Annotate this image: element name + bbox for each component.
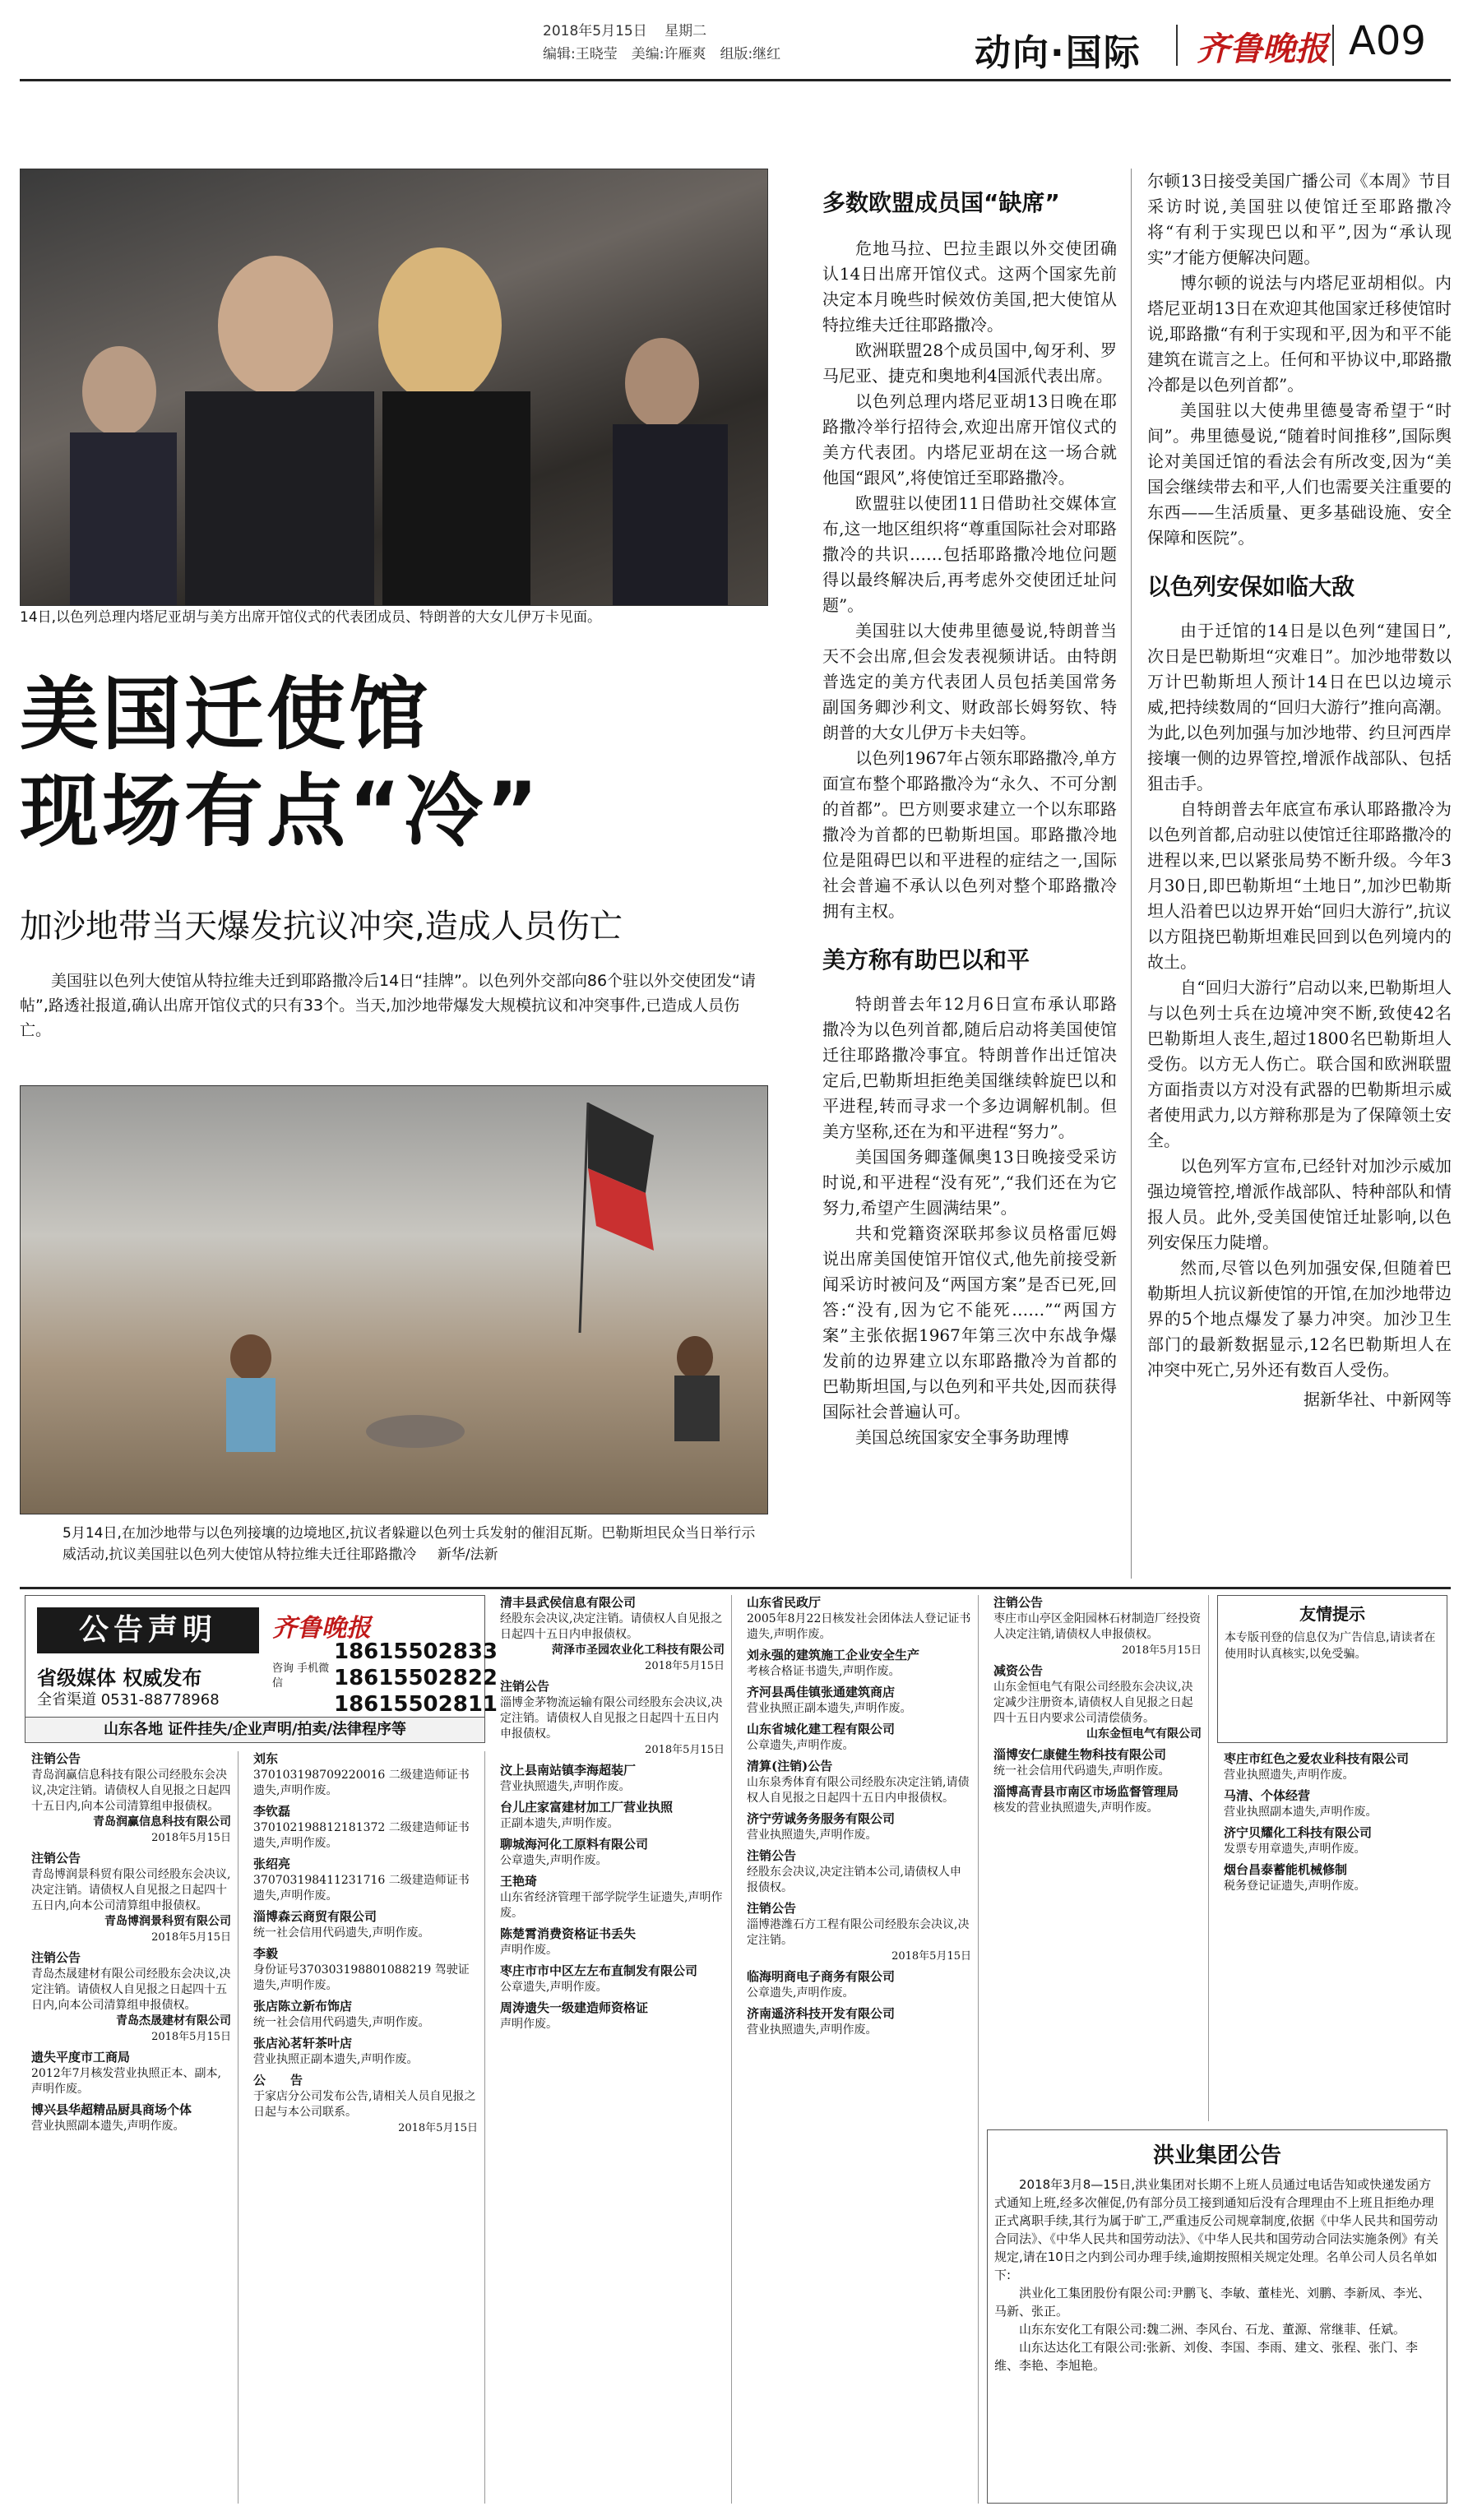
subheadline: 加沙地带当天爆发抗议冲突,造成人员伤亡: [20, 908, 623, 946]
notice-title: 李钦磊: [253, 1804, 291, 1819]
notice-title: 李毅: [253, 1946, 279, 1961]
notice-title: 齐河县禹佳镇张通建筑商店: [747, 1685, 896, 1699]
section3-heading: 以色列安保如临大敌: [1147, 573, 1355, 600]
lead-paragraph: 美国驻以色列大使馆从特拉维夫迁到耶路撒冷后14日“挂牌”。以色列外交部向86个驻以外交使团发“请帖”,路透社报道,确认出席开馆仪式的只有33个。当天,加沙地带爆发大规模抗议和冲突事件,已造成人员伤亡。: [20, 972, 756, 1039]
notice-body: 青岛润赢信息科技有限公司经股东会决议,决定注销。请债权人自见报之日起四十五日内,向本公司清算组申报债权。: [31, 1769, 231, 1813]
photo-placeholder: [21, 169, 767, 605]
editor-credits: 编辑:王晓莹 美编:许雁爽 组版:继红: [543, 46, 781, 62]
ad-notice: [1224, 1825, 1441, 1857]
notice-body: 营业执照遗失,声明作废。: [500, 1780, 631, 1793]
notice-body: 声明作废。: [500, 2018, 558, 2031]
section2-heading: 美方称有助巴以和平: [822, 946, 1030, 973]
tips-text: 本专版刊登的信息仅为广告信息,请读者在使用时认真核实,以免受骗。: [1225, 1631, 1436, 1661]
ads-column-1: [25, 1751, 238, 2504]
notice-body: 营业执照正副本遗失,声明作废。: [253, 2053, 419, 2066]
photo1-caption: 14日,以色列总理内塔尼亚胡与美方出席开馆仪式的代表团成员、特朗普的大女儿伊万卡见面。: [20, 609, 602, 626]
ad-notice: [253, 1999, 478, 2031]
main-headline: [20, 666, 776, 860]
notice-title: 淄博森云商贸有限公司: [253, 1909, 377, 1924]
notice-body: 公章遗失,声明作废。: [500, 1981, 608, 1994]
notice-footer: 青岛杰晟建材有限公司: [116, 2014, 231, 2028]
headline-line1: 美国迁使馆: [20, 668, 431, 761]
notice-title: 济宁劳诚务务服务有限公司: [747, 1811, 896, 1826]
ad-notice: [747, 1848, 971, 1896]
notice-body: 营业执照遗失,声明作废。: [747, 2023, 878, 2037]
notice-footer: 青岛博润景科贸有限公司: [104, 1915, 231, 1928]
notice-body: 营业执照遗失,声明作废。: [747, 1829, 878, 1842]
notice-footer: 青岛润赢信息科技有限公司: [93, 1815, 231, 1829]
article-paragraph: 欧盟驻以使团11日借助社交媒体宣布,这一地区组织将“尊重国际社会对耶路撒冷的共识……包括耶路撒冷地位问题得以最终解决后,再考虑外交使团迁址问题”。: [822, 493, 1117, 615]
notice-title: 淄博高青县市南区市场监督管理局: [993, 1784, 1179, 1799]
article-paragraph: 尔顿13日接受美国广播公司《本周》节目采访时说,美国驻以使馆迁至耶路撒冷将“有利于实现巴以和平”,因为“承认现实”才能方便解决问题。: [1147, 171, 1452, 267]
notice-body: 青岛博润景科贸有限公司经股东会决议,决定注销。请债权人自见报之日起四十五日内,向本公司清算组申报债权。: [31, 1868, 231, 1912]
notice-title: 济宁贝耀化工科技有限公司: [1224, 1825, 1373, 1840]
ad-notice: [253, 1909, 478, 1941]
ads-phone-label: 咨询 手机微信: [272, 1662, 330, 1690]
notice-body: 声明作废。: [500, 1944, 558, 1957]
notice-date: 2018年5月15日: [645, 1744, 725, 1756]
ad-notice: [1224, 1751, 1441, 1783]
section1-heading: 多数欧盟成员国“缺席”: [822, 189, 1060, 216]
ad-notice: [31, 2102, 231, 2134]
notice-body: 山东泉秀体育有限公司经股东决定注销,请债权人自见报之日起四十五日内申报债权。: [747, 1776, 970, 1805]
notice-body: 370102198812181372 二级建造师证书遗失,声明作废。: [253, 1821, 470, 1850]
article-paragraph: 共和党籍资深联邦参议员格雷厄姆说出席美国使馆开馆仪式,他先前接受新闻采访时被问及“两国方案”是否已死,回答:“没有,因为它不能死……”“两国方案”主张依据1967年第三次中东战争爆发前的边界建立以东耶路撒冷为首都的巴勒斯坦国,与以色列和平共处,因而获得国际社会普遍认可。: [822, 1223, 1117, 1422]
issue-weekday: 星期二: [665, 23, 707, 39]
ads-slogan1: 省级媒体 权威发布: [37, 1667, 202, 1690]
notice-title: 淄博安仁康健生物科技有限公司: [993, 1747, 1167, 1762]
notice-body: 山东金恒电气有限公司经股东会决议,决定减少注册资本,请债权人自见报之日起四十五日内要求公司清偿债务。: [993, 1681, 1193, 1725]
ad-notice: [747, 1722, 971, 1754]
ad-notice: [253, 2036, 478, 2068]
notice-title: 聊城海河化工原料有限公司: [500, 1837, 649, 1852]
notice-title: 马清、个体经营: [1224, 1788, 1311, 1803]
headline-line2: 现场有点“冷”: [20, 765, 542, 858]
notice-footer: 山东金恒电气有限公司: [1086, 1727, 1202, 1741]
notice-body: 营业执照副本遗失,声明作废。: [1224, 1806, 1378, 1819]
ad-notice: [31, 1751, 231, 1846]
tips-title: 友情提示: [1299, 1604, 1365, 1624]
ad-notice: [31, 2050, 231, 2097]
notice-body: 公章遗失,声明作废。: [500, 1854, 608, 1867]
ads-logo: 齐鲁晚报: [272, 1614, 371, 1643]
notice-body: 营业执照正副本遗失,声明作废。: [747, 1702, 912, 1715]
newspaper-logo: 齐鲁晚报: [1197, 30, 1328, 68]
notice-title: 刘东: [253, 1751, 279, 1766]
notice-body: 淄博金茅物流运输有限公司经股东会决议,决定注销。请债权人自见报之日起四十五日内申报债权。: [500, 1696, 723, 1741]
notice-title: 王艳琦: [500, 1874, 538, 1889]
notice-title: 注销公告: [500, 1679, 550, 1694]
ads-phone: 18615502811: [334, 1692, 498, 1717]
notice-title: 张店沁茗轩茶叶店: [253, 2036, 353, 2051]
notice-body: 统一社会信用代码遗失,声明作废。: [993, 1764, 1170, 1778]
ad-notice: [31, 1851, 231, 1945]
header-rule: [20, 79, 1451, 81]
hongye-title: 洪业集团公告: [1152, 2143, 1281, 2168]
notice-body: 2012年7月核发营业执照正本、副本,声明作废。: [31, 2067, 221, 2096]
article-paragraph: 美国驻以大使弗里德曼寄希望于“时间”。弗里德曼说,“随着时间推移”,国际舆论对美国迁馆的看法会有所改变,因为“美国会继续带去和平,人们也需要关注重要的东西——生活质量、更多基础设施、安全保障和医院”。: [1147, 400, 1452, 548]
header-info: [543, 20, 780, 66]
ad-notice: [253, 1804, 478, 1852]
issue-date: 2018年5月15日: [543, 23, 647, 39]
ad-notice: [1224, 1788, 1441, 1820]
notice-title: 台儿庄家富建材加工厂营业执照: [500, 1800, 674, 1815]
ad-notice: [500, 1874, 725, 1921]
ad-notice: [500, 2000, 725, 2032]
ad-notice: [500, 1679, 725, 1758]
article-column-3: [1147, 169, 1452, 1410]
notice-title: 注销公告: [993, 1595, 1044, 1610]
notice-body: 2005年8月22日核发社会团体法人登记证书遗失,声明作废。: [747, 1612, 971, 1641]
header-divider: [1332, 25, 1334, 66]
notice-body: 考核合格证书遗失,声明作废。: [747, 1665, 901, 1678]
page-number: A09: [1349, 18, 1426, 64]
ad-notice: [253, 1856, 478, 1904]
notice-title: 注销公告: [31, 1950, 81, 1965]
hongye-paragraph: 2018年3月8—15日,洪业集团对长期不上班人员通过电话告知或快递发函方式通知上班,经多次催促,仍有部分员工接到通知后没有合理理由不上班且拒绝办理正式离职手续,其行为属于旷工,严重违反公司规章制度,依据《中华人民共和国劳动合同法》、《中华人民共和国劳动法》、《中华人民共和国劳动合同法实施条例》有关规定,请在10日之内到公司办理手续,逾期按照相关规定处理。名单公司人员名单如下:: [994, 2177, 1439, 2282]
notice-body: 核发的营业执照遗失,声明作废。: [993, 1801, 1159, 1815]
article-paragraph: 危地马拉、巴拉圭跟以外交使团确认14日出席开馆仪式。这两个国家先前决定本月晚些时候效仿美国,把大使馆从特拉维夫迁往耶路撒冷。: [822, 238, 1117, 335]
column-divider: [1131, 169, 1132, 1579]
notice-footer: 菏泽市圣园农业化工科技有限公司: [552, 1644, 725, 1657]
notice-date: 2018年5月15日: [151, 1931, 231, 1944]
photo2-caption-text: 5月14日,在加沙地带与以色列接壤的边境地区,抗议者躲避以色列士兵发射的催泪瓦斯。巴勒斯坦民众当日举行示威活动,抗议美国驻以色列大使馆从特拉维夫迁往耶路撒冷: [63, 1525, 756, 1563]
article-paragraph: 以色列1967年占领东耶路撒冷,单方面宣布整个耶路撒冷为“永久、不可分割的首都”。巴方则要求建立一个以东耶路撒冷为首都的巴勒斯坦国。耶路撒冷地位是阻碍巴以和平进程的症结之一,国际社会普遍不承认以色列对整个耶路撒冷拥有主权。: [822, 748, 1117, 921]
article-paragraph: 美国总统国家安全事务助理博: [855, 1427, 1069, 1447]
article-paragraph: 由于迁馆的14日是以色列“建国日”,次日是巴勒斯坦“灾难日”。加沙地带数以万计巴勒斯坦人预计14日在巴以边境示威,把持续数周的“回归大游行”推向高潮。为此,以色列加强与加沙地带、约旦河西岸接壤一侧的边界管控,增派作战部队、包括狙击手。: [1147, 621, 1452, 793]
notice-title: 注销公告: [31, 1851, 81, 1866]
notice-body: 淄博港潍石方工程有限公司经股东会决议,决定注销。: [747, 1918, 970, 1947]
article-paragraph: 特朗普去年12月6日宣布承认耶路撒冷为以色列首都,随后启动将美国使馆迁往耶路撒冷事宜。特朗普作出迁馆决定后,巴勒斯坦拒绝美国继续斡旋巴以和平进程,转而寻求一个多边调解机制。但美方坚称,还在为和平进程“努力”。: [822, 994, 1117, 1141]
notice-body: 统一社会信用代码遗失,声明作废。: [253, 2016, 430, 2029]
ad-notice: [253, 1946, 478, 1994]
notice-title: 山东省民政厅: [747, 1595, 822, 1610]
notice-body: 经股东会决议,决定注销。请债权人自见报之日起四十五日内申报债权。: [500, 1612, 723, 1641]
notice-date: 2018年5月15日: [151, 1832, 231, 1844]
notice-title: 注销公告: [31, 1751, 81, 1766]
photo-netanyahu-ivanka: [20, 169, 768, 606]
ad-notice: [747, 1901, 971, 1964]
notice-body: 370703198411231716 二级建造师证书遗失,声明作废。: [253, 1874, 470, 1903]
ad-notice: [500, 1963, 725, 1995]
ad-notice: [500, 1763, 725, 1795]
notice-title: 枣庄市市中区左左布直制发有限公司: [500, 1963, 698, 1978]
notice-title: 陈楚霄消费资格证书丢失: [500, 1926, 637, 1941]
notice-body: 经股东会决议,决定注销本公司,请债权人申报债权。: [747, 1866, 961, 1894]
notice-title: 周涛遗失一级建造师资格证: [500, 2000, 649, 2015]
ad-notice: [747, 1685, 971, 1717]
ads-title: 公告声明: [37, 1607, 259, 1653]
ad-notice: [500, 1837, 725, 1869]
ad-notice: [31, 1950, 231, 2045]
ads-column-4: [740, 1595, 979, 2504]
notice-date: 2018年5月15日: [151, 2031, 231, 2043]
notice-body: 山东省经济管理干部学院学生证遗失,声明作废。: [500, 1891, 723, 1920]
notice-body: 营业执照遗失,声明作废。: [1224, 1769, 1355, 1782]
notice-title: 山东省城化建工程有限公司: [747, 1722, 896, 1736]
section-title: 动向·国际: [975, 32, 1142, 74]
notice-date: 2018年5月15日: [645, 1660, 725, 1672]
ad-notice: [253, 1751, 478, 1799]
notice-body: 公章遗失,声明作废。: [747, 1739, 854, 1752]
article-paragraph: 自“回归大游行”启动以来,巴勒斯坦人与以色列士兵在边境冲突不断,致使42名巴勒斯坦人丧生,超过1800名巴勒斯坦人受伤。以方无人伤亡。联合国和欧洲联盟方面指责以方对没有武器的巴勒斯坦示威者使用武力,以方辩称那是为了保障领土安全。: [1147, 978, 1452, 1150]
ad-notice: [993, 1784, 1202, 1816]
photo2-caption: [63, 1523, 766, 1565]
hongye-paragraph: 山东东安化工有限公司:魏二洲、李风台、石龙、董源、常继菲、任斌。: [1019, 2322, 1406, 2337]
hongye-paragraph: 山东达达化工有限公司:张新、刘俊、李国、李雨、建文、张程、张门、李维、李艳、李旭艳。: [994, 2340, 1419, 2373]
article-paragraph: 然而,尽管以色列加强安保,但随着巴勒斯坦人抗议新使馆的开馆,在加沙地带边界的5个地点爆发了暴力冲突。加沙卫生部门的最新数据显示,12名巴勒斯坦人在冲突中死亡,另外还有数百人受伤。: [1147, 1258, 1452, 1380]
ads-column-6: [1217, 1751, 1447, 2121]
ads-column-3: [493, 1595, 732, 2504]
article-paragraph: 以色列军方宣布,已经针对加沙示威加强边境管控,增派作战部队、特种部队和情报人员。此外,受美国使馆迁址影响,以色列安保压力陡增。: [1147, 1156, 1452, 1252]
ads-slogan3: 山东各地 证件挂失/企业声明/拍卖/法律程序等: [25, 1717, 484, 1742]
photo2-credit: 新华/法新: [437, 1547, 498, 1563]
photo-gaza-protest: [20, 1085, 768, 1514]
ads-slogan2: 全省渠道 0531-88778968: [37, 1691, 220, 1709]
notice-body: 发票专用章遗失,声明作废。: [1224, 1843, 1366, 1856]
notice-body: 身份证号370303198801088219 驾驶证遗失,声明作废。: [253, 1963, 470, 1992]
hongye-paragraph: 洪业化工集团股份有限公司:尹鹏飞、李敏、董桂光、刘鹏、李新凤、李光、马新、张正。: [994, 2286, 1431, 2319]
ad-notice: [993, 1663, 1202, 1742]
notice-date: 2018年5月15日: [891, 1950, 971, 1963]
ads-column-2: [247, 1751, 485, 2504]
notice-title: 济南遥济科技开发有限公司: [747, 2006, 896, 2021]
notice-title: 遗失平度市工商局: [31, 2050, 131, 2065]
ads-phone: 18615502822: [334, 1666, 498, 1690]
notice-title: 烟台昌泰蓄能机械修制: [1224, 1862, 1348, 1877]
notice-title: 减资公告: [993, 1663, 1044, 1678]
hongye-notice: [987, 2129, 1447, 2504]
article-paragraph: 博尔顿的说法与内塔尼亚胡相似。内塔尼亚胡13日在欢迎其他国家迁移使馆时说,耶路撒“有利于实现和平,因为和平不能建筑在谎言之上。任何和平协议中,耶路撒冷都是以色列首都”。: [1147, 273, 1452, 395]
article-paragraph: 美国驻以大使弗里德曼说,特朗普当天不会出席,但会发表视频讲话。由特朗普选定的美方代表团人员包括美国常务副国务卿沙利文、财政部长姆努钦、特朗普的大女儿伊万卡夫妇等。: [822, 621, 1117, 742]
ad-notice: [253, 2073, 478, 2136]
ads-phone-list: [334, 1639, 498, 1718]
notice-title: 注销公告: [747, 1901, 797, 1916]
article-paragraph: 美国国务卿蓬佩奥13日晚接受采访时说,和平进程“没有死”,“我们还在为它努力,希望产生圆满结果”。: [822, 1147, 1117, 1218]
ad-notice: [747, 1811, 971, 1843]
tips-box: [1217, 1595, 1447, 1743]
ads-column-5: [987, 1595, 1209, 2121]
notice-body: 正副本遗失,声明作废。: [500, 1817, 619, 1830]
notice-body: 营业执照副本遗失,声明作废。: [31, 2120, 185, 2133]
ad-notice: [747, 1759, 971, 1806]
article-paragraph: 以色列总理内塔尼亚胡13日晚在耶路撒冷举行招待会,欢迎出席开馆仪式的美方代表团。内塔尼亚胡在这一场合就他国“跟风”,将使馆迁至耶路撒冷。: [822, 391, 1117, 488]
notice-body: 统一社会信用代码遗失,声明作废。: [253, 1926, 430, 1940]
notice-body: 370103198709220016 二级建造师证书遗失,声明作废。: [253, 1769, 470, 1797]
notice-date: 2018年5月15日: [398, 2122, 478, 2134]
header-divider: [1176, 25, 1178, 66]
notice-title: 汶上县南站镇李海超装厂: [500, 1763, 637, 1778]
ad-notice: [747, 1648, 971, 1680]
notice-body: 于家店分公司发布公告,请相关人员自见报之日起与本公司联系。: [253, 2090, 476, 2119]
article-paragraph: 自特朗普去年底宣布承认耶路撒冷为以色列首都,启动驻以使馆迁往耶路撒冷的进程以来,巴以紧张局势不断升级。今年3月30日,即巴勒斯坦“土地日”,加沙巴勒斯坦人沿着巴以边界开始“回归大游行”,抗议以方阻挠巴勒斯坦难民回到以色列境内的故土。: [1147, 799, 1452, 972]
ad-notice: [993, 1595, 1202, 1658]
ads-phone: 18615502833: [334, 1639, 498, 1664]
notice-title: 刘永强的建筑施工企业安全生产: [747, 1648, 920, 1662]
article-paragraph: 欧洲联盟28个成员国中,匈牙利、罗马尼亚、捷克和奥地利4国派代表出席。: [822, 340, 1117, 386]
article-source: 据新华社、中新网等: [1304, 1389, 1452, 1409]
ads-header-box: [25, 1595, 498, 1743]
ad-notice: [500, 1595, 725, 1674]
photo-placeholder: [21, 1086, 767, 1514]
notice-body: 税务登记证遗失,声明作废。: [1224, 1880, 1366, 1893]
article-column-2: [822, 169, 1117, 1450]
notice-title: 清算(注销)公告: [747, 1759, 833, 1773]
notice-title: 博兴县华超精品厨具商场个体: [31, 2102, 192, 2117]
notice-body: 青岛杰晟建材有限公司经股东会决议,决定注销。请债权人自见报之日起四十五日内,向本公司清算组申报债权。: [31, 1967, 231, 2012]
ad-notice: [1224, 1862, 1441, 1894]
notice-title: 张店陈立新布饰店: [253, 1999, 353, 2014]
ad-notice: [747, 1595, 971, 1643]
notice-title: 注销公告: [747, 1848, 797, 1863]
ad-notice: [500, 1800, 725, 1832]
notice-body: 公章遗失,声明作废。: [747, 1986, 854, 2000]
notice-title: 临海明商电子商务有限公司: [747, 1969, 896, 1984]
notice-title: 清丰县武侯信息有限公司: [500, 1595, 637, 1610]
notice-title: 张绍亮: [253, 1856, 291, 1871]
notice-body: 枣庄市山亭区金阳园林石材制造厂经投资人决定注销,请债权人申报债权。: [993, 1612, 1201, 1641]
ad-notice: [747, 1969, 971, 2001]
ad-notice: [500, 1926, 725, 1958]
notice-date: 2018年5月15日: [1122, 1644, 1202, 1657]
notice-title: 公 告: [253, 2073, 303, 2088]
notice-title: 枣庄市红色之爱农业科技有限公司: [1224, 1751, 1410, 1766]
ad-notice: [747, 2006, 971, 2038]
ad-notice: [993, 1747, 1202, 1779]
